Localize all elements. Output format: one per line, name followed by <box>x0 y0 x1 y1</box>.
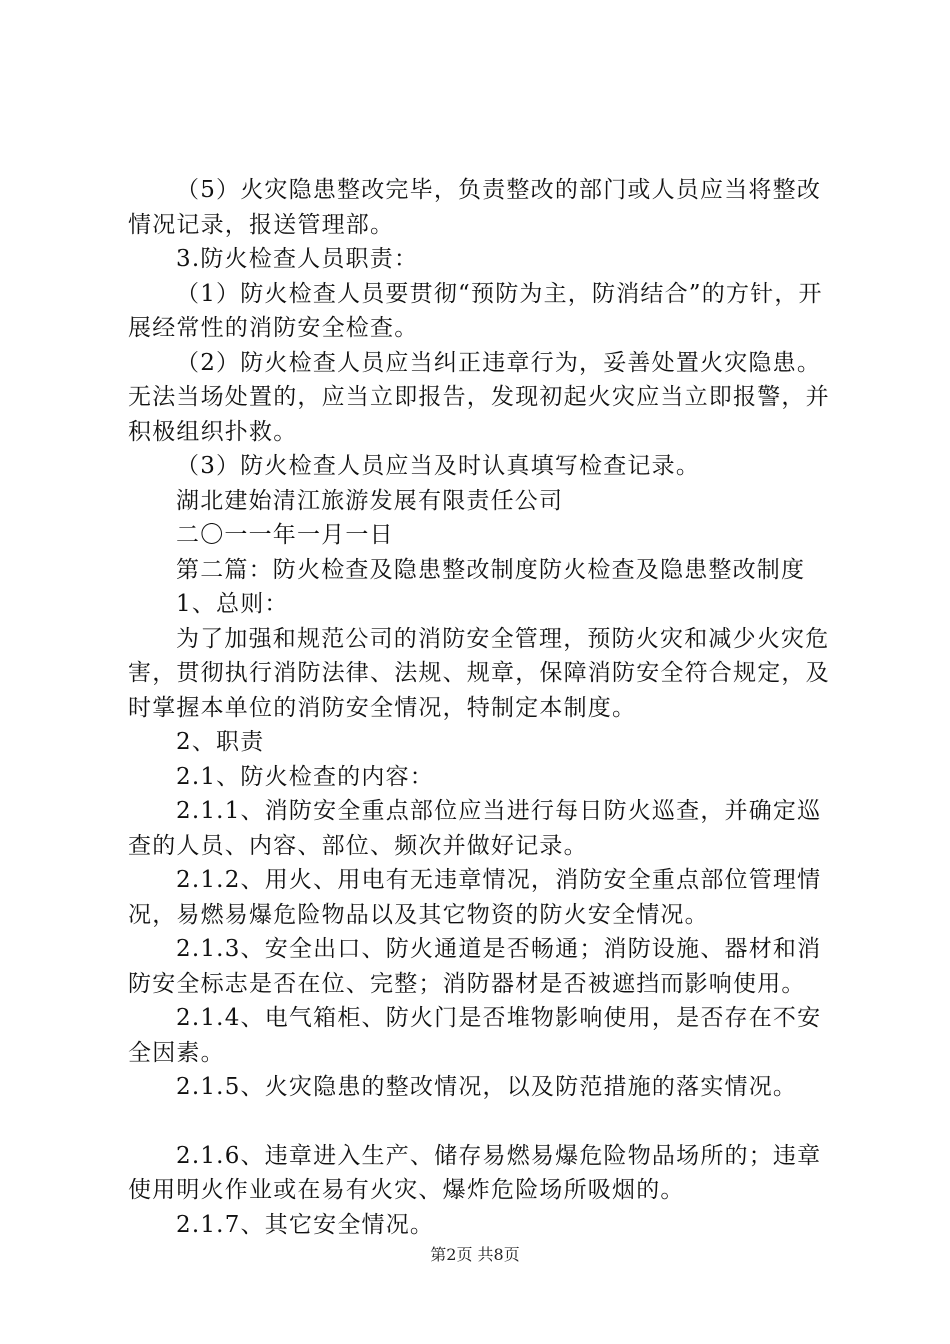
document-body <box>128 173 833 1242</box>
section-heading: 2.1、防火检查的内容： <box>176 763 434 790</box>
paragraph: （2）防火检查人员应当纠正违章行为，妥善处置火灾隐患。无法当场处置的，应当立即报告，发现初起火灾应当立即报警，并积极组织扑救。 <box>128 349 830 445</box>
paragraph: （1）防火检查人员要贯彻“预防为主，防消结合”的方针，开展经常性的消防安全检查。 <box>128 280 823 341</box>
paragraph: 为了加强和规范公司的消防安全管理，预防火灾和减少火灾危害，贯彻执行消防法律、法规、规章，保障消防安全符合规定，及时掌握本单位的消防安全情况，特制定本制度。 <box>128 625 830 721</box>
page-footer: 第2页 共8页 <box>430 1245 520 1264</box>
list-item: 2.1.2、用火、用电有无违章情况，消防安全重点部位管理情况，易燃易爆危险物品以及其它物资的防火安全情况。 <box>128 867 822 928</box>
list-item: 2.1.7、其它安全情况。 <box>176 1211 435 1238</box>
company-name: 湖北建始清江旅游发展有限责任公司 <box>176 487 564 514</box>
list-item: 2.1.5、火灾隐患的整改情况，以及防范措施的落实情况。 <box>176 1074 798 1100</box>
section-heading: 2、职责 <box>176 729 265 755</box>
document-date: 二〇一一年一月一日 <box>176 522 394 548</box>
paragraph: 3.防火检查人员职责： <box>176 246 419 272</box>
section-title: 第二篇：防火检查及隐患整改制度防火检查及隐患整改制度 <box>176 556 806 583</box>
list-item: 2.1.6、违章进入生产、储存易燃易爆危险物品场所的；违章使用明火作业或在易有火灾、爆炸危险场所吸烟的。 <box>128 1142 822 1203</box>
paragraph: （5）火灾隐患整改完毕，负责整改的部门或人员应当将整改情况记录，报送管理部。 <box>128 177 822 238</box>
list-item: 2.1.3、安全出口、防火通道是否畅通；消防设施、器材和消防安全标志是否在位、完整；消防器材是否被遮挡而影响使用。 <box>128 936 822 997</box>
list-item: 2.1.4、电气箱柜、防火门是否堆物影响使用，是否存在不安全因素。 <box>128 1005 822 1066</box>
paragraph: （3）防火检查人员应当及时认真填写检查记录。 <box>176 453 701 479</box>
list-item: 2.1.1、消防安全重点部位应当进行每日防火巡查，并确定巡查的人员、内容、部位、频次并做好记录。 <box>128 798 822 859</box>
section-heading: 1、总则： <box>176 591 289 617</box>
